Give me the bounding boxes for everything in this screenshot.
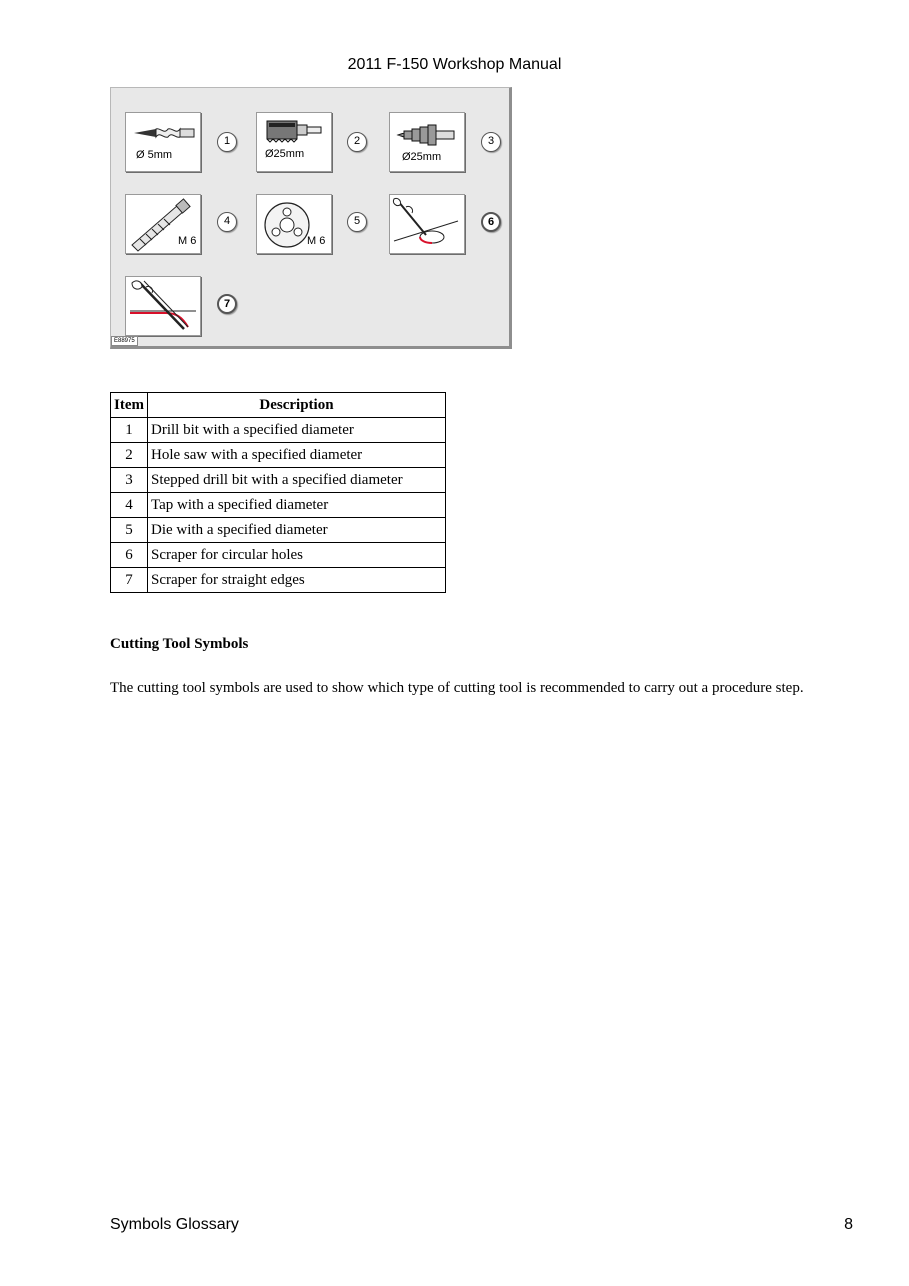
callout-4: 4 [217,212,237,232]
tile-label-5: M 6 [307,235,326,247]
tile-hole-saw [256,112,332,172]
item-description: Drill bit with a specified diameter [148,418,446,443]
header-description: Description [148,393,446,418]
item-number: 1 [111,418,148,443]
item-description: Scraper for circular holes [148,543,446,568]
callout-3: 3 [481,132,501,152]
item-number: 4 [111,493,148,518]
tile-die [256,194,332,254]
tile-drill-bit [125,112,201,172]
item-number: 5 [111,518,148,543]
item-number: 3 [111,468,148,493]
item-description: Stepped drill bit with a specified diameter [148,468,446,493]
item-number: 2 [111,443,148,468]
table-row [111,518,446,543]
item-description: Hole saw with a specified diameter [148,443,446,468]
callout-2: 2 [347,132,367,152]
page-header: 2011 F-150 Workshop Manual [347,56,562,73]
tile-label-1: Ø 5mm [136,149,173,161]
section-body: The cutting tool symbols are used to show which type of cutting tool is recommended to carry out a procedure step. [110,680,804,696]
item-description: Die with a specified diameter [148,518,446,543]
item-description: Scraper for straight edges [148,568,446,593]
callout-7: 7 [217,294,237,314]
callout-5: 5 [347,212,367,232]
tile-label-2: Ø25mm [265,148,305,160]
straight-edge-scraper-icon [126,277,200,335]
item-number: 7 [111,568,148,593]
footer-section-name: Symbols Glossary [110,1216,239,1233]
item-description: Tap with a specified diameter [148,493,446,518]
cutting-tool-figure [110,87,512,349]
tile-straight-edge-scraper [125,276,201,336]
table-row [111,568,446,593]
item-number: 6 [111,543,148,568]
table-header-row [111,393,446,418]
section-title: Cutting Tool Symbols [110,636,249,652]
table-row [111,468,446,493]
items-table [110,392,446,593]
table-row [111,543,446,568]
drill-bit-icon [126,113,200,171]
tile-label-4: M 6 [178,235,197,247]
callout-1: 1 [217,132,237,152]
tile-tap [125,194,201,254]
hole-saw-icon [257,113,331,171]
table-row [111,443,446,468]
tile-stepped-drill-bit [389,112,465,172]
table-row [111,493,446,518]
callout-6: 6 [481,212,501,232]
figure-id: E88975 [111,336,138,346]
tile-label-3: Ø25mm [402,151,442,163]
circular-hole-scraper-icon [390,195,464,253]
tile-circular-hole-scraper [389,194,465,254]
table-row [111,418,446,443]
page-number: 8 [844,1216,853,1233]
header-item: Item [111,393,148,418]
